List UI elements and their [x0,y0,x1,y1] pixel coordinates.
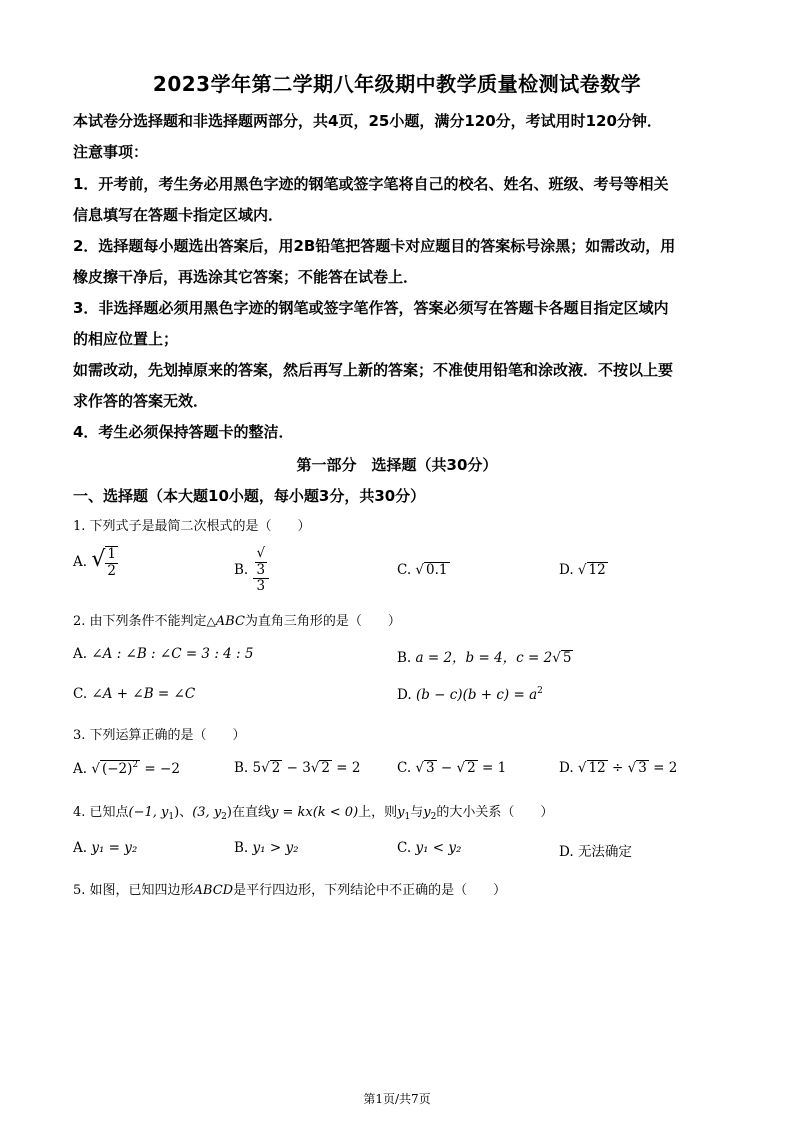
page-footer: 第1页/共7页 [363,1092,431,1106]
question-1-option-b [234,546,269,595]
option-label: C. [73,686,88,702]
notice-line: 求作答的答案无效． [73,392,209,410]
question-1-option-d: D. √ 12 [559,562,606,578]
question-2-stem: 2. 由下列条件不能判定△ABC为直角三角形的是（ ） [73,614,401,629]
option-label: C. [397,760,412,776]
option-label: B. [234,760,249,776]
notice-line: 4．考生必须保持答题卡的整洁． [73,423,294,441]
question-3-option-d: D. √ 12 ÷ √ 3 = 2 [559,760,678,776]
notice-line: 橡皮擦干净后，再选涂其它答案；不能答在试卷上． [73,268,419,286]
notice-line: 的相应位置上； [73,330,179,348]
question-4-option-a: A. y₁ = y₂ [73,840,138,856]
option-label: D. [559,562,574,578]
question-1-stem: 1. 下列式子是最简二次根式的是（ ） [73,519,311,534]
notice-line: 如需改动，先划掉原来的答案，然后再写上新的答案；不准使用铅笔和涂改液．不按以上要 [73,361,674,379]
question-3-option-a: A. √ $(-2)^2 = -2$ [73,760,180,777]
question-3-option-b: B. 5√ 2 − 3√ 2 = 2 [234,760,361,776]
question-1-option-a: A. √ $\frac{1}{2}$ [73,546,116,579]
question-2-option-d: D. $(b - c)(b + c) = a^2$ [397,686,543,703]
question-3-stem: 3. 下列运算正确的是（ ） [73,728,246,743]
option-label: A. [73,761,88,777]
question-2-option-b: B. a = 2，b = 4，c = 2√ 5 [397,650,572,666]
question-4-stem: 4. 已知点(−1, $y_1$)、(3, $y_2$)在直线y = kx(k < 0)上，则$y_1$与$y_2$的大小关系（ ） [73,805,554,822]
option-label: B. [234,840,249,856]
option-label: B. [234,561,249,578]
question-4-option-d: D. 无法确定 [559,844,632,860]
option-label: D. [397,687,412,703]
option-label: A. [73,554,88,571]
part-title: 第一部分 选择题（共30分） [296,456,498,474]
section-title: 一、选择题（本大题10小题，每小题3分，共30分） [73,487,426,505]
notice-line: 信息填写在答题卡指定区域内． [73,206,284,224]
question-3-option-c: C. √ 3 − √ 2 = 1 [397,760,507,776]
option-label: B. [397,650,412,666]
question-2-option-c: C. ∠A + ∠B = ∠C [73,686,196,702]
notice-line: 3．非选择题必须用黑色字迹的钢笔或签字笔作答，答案必须写在答题卡各题目指定区域内 [73,299,669,317]
notice-heading: 注意事项： [73,143,149,161]
question-4-option-c: C. y₁ < y₂ [397,840,462,856]
question-2-option-a: A. ∠A : ∠B : ∠C = 3 : 4 : 5 [73,646,254,662]
option-label: D. [559,760,574,776]
notice-line: 2．选择题每小题选出答案后，用2B铅笔把答题卡对应题目的答案标号涂黑；如需改动，用 [73,237,676,255]
option-label: C. [397,562,412,578]
intro-text: 本试卷分选择题和非选择题两部分，共4页，25小题，满分120分，考试用时120分钟． [73,112,662,130]
option-label: A. [73,646,88,662]
option-label: A. [73,840,88,856]
fraction: √ 3 3 [253,546,270,595]
notice-line: 1．开考前，考生务必用黑色字迹的钢笔或签字笔将自己的校名、姓名、班级、考号等相关 [73,175,669,193]
option-label: D. [559,844,574,860]
fraction: $\frac{1}{2}$ [107,546,116,579]
question-1-option-c: C. √ 0.1 [397,562,448,578]
page-title: 2023学年第二学期八年级期中教学质量检测试卷数学 [152,72,642,96]
question-4-option-b: B. y₁ > y₂ [234,840,299,856]
question-5-stem: 5. 如图，已知四边形ABCD是平行四边形，下列结论中不正确的是（ ） [73,883,507,898]
option-label: C. [397,840,412,856]
